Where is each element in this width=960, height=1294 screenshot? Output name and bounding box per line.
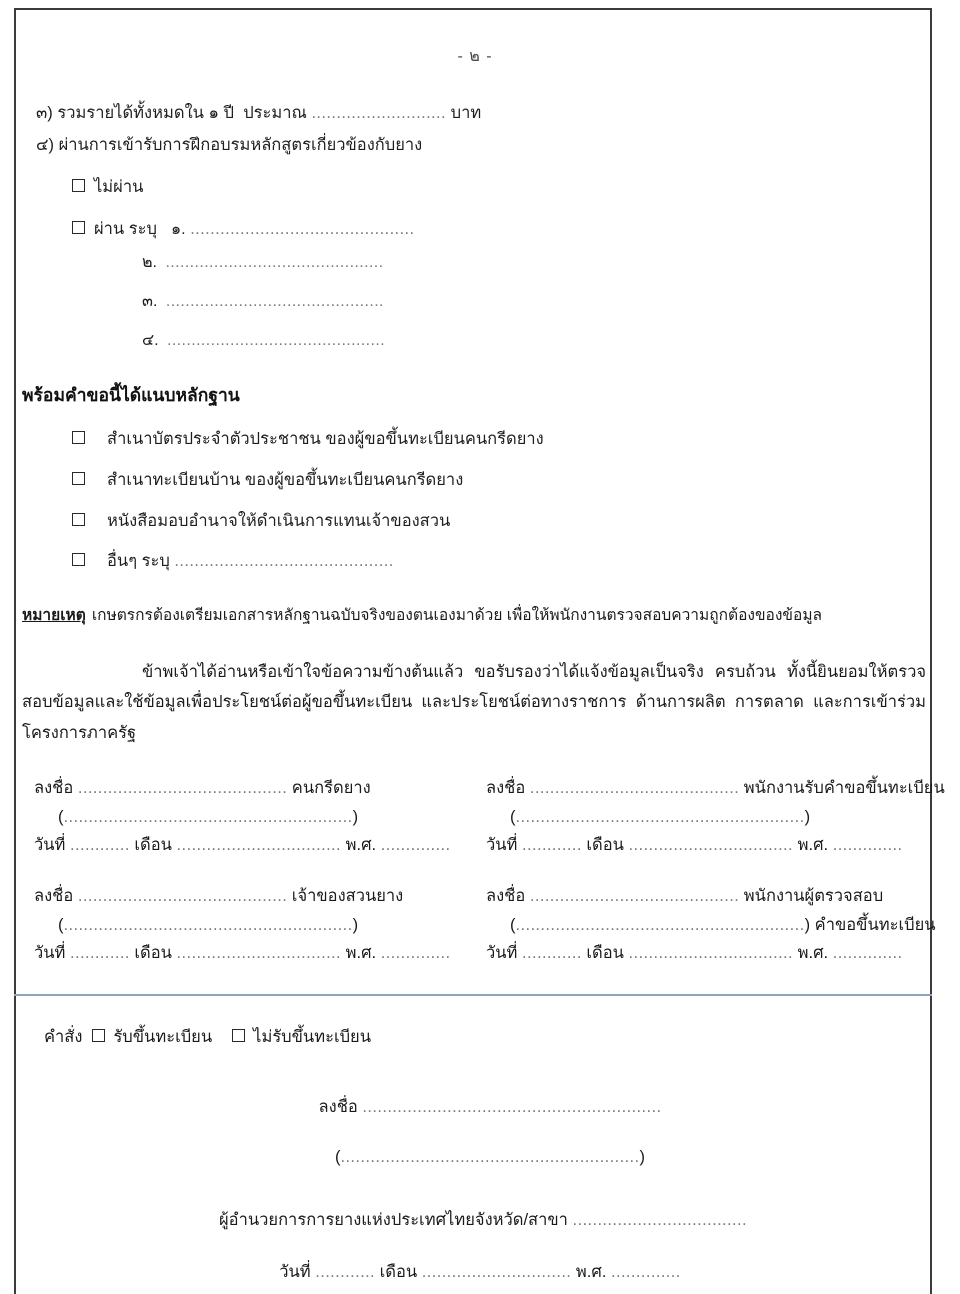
training-line-4-index: ๔.	[142, 332, 159, 350]
paren-close-owner: )	[352, 916, 359, 935]
signature-owner-line[interactable]	[34, 882, 468, 911]
training-line-3-index: ๓.	[142, 293, 158, 311]
approval-paren-close: )	[639, 1148, 646, 1167]
document-page	[14, 8, 945, 1294]
year-label-owner: พ.ศ.	[341, 944, 381, 963]
date-label-owner: วันที่	[34, 944, 71, 963]
date-dots-verifying[interactable]: ............	[522, 944, 582, 963]
attachment-id-card-label: สำเนาบัตรประจำตัวประชาชน ของผู้ขอขึ้นทะเบียนคนกรีดยาง	[107, 430, 544, 449]
item-4-label: ๔) ผ่านการเข้ารับการฝึกอบรมหลักสูตรเกี่ยวข้องกับยาง	[36, 136, 423, 155]
signature-tapper-role: คนกรีดยาง	[287, 779, 371, 798]
year-label-tapper: พ.ศ.	[341, 836, 381, 855]
approval-paren-open: (	[334, 1148, 341, 1167]
month-dots-tapper[interactable]: .................................	[176, 836, 342, 855]
signature-verifying-officer-line[interactable]	[486, 882, 945, 911]
approval-date-label: วันที่	[279, 1263, 316, 1282]
paren-open-verifying: (	[510, 916, 516, 935]
signature-receiving-officer-date-line[interactable]	[486, 831, 945, 860]
checkbox-attachment-other[interactable]	[72, 553, 85, 566]
signature-block-owner	[16, 882, 468, 968]
signature-tapper-dots[interactable]: ..........................................	[77, 779, 288, 798]
signature-tapper-name-dots[interactable]: ..........................................................	[63, 808, 353, 827]
paren-close-receiving: )	[804, 808, 811, 827]
item-3-unit: บาท	[446, 104, 482, 122]
year-dots-verifying[interactable]: ..............	[832, 944, 903, 963]
training-fail-label: ไม่ผ่าน	[94, 178, 144, 197]
paren-open-tapper: (	[58, 808, 64, 827]
approval-date-dots[interactable]: ............	[315, 1263, 376, 1282]
note-text: เกษตรกรต้องเตรียมเอกสารหลักฐานฉบับจริงของตนเองมาด้วย เพื่อให้พนักงานตรวจสอบความถูกต้องของข้อมูล	[91, 607, 823, 625]
training-line-1-dots[interactable]: .............................................	[190, 220, 415, 239]
approval-sign-label: ลงชื่อ	[318, 1098, 363, 1117]
date-label-verifying: วันที่	[486, 944, 523, 963]
approval-title-label: ผู้อำนวยการการยางแห่งประเทศไทยจังหวัด/สาขา	[219, 1211, 573, 1230]
signature-verifying-officer-suffix: คำขอขึ้นทะเบียน	[810, 916, 936, 935]
signature-block-verifying-officer	[468, 882, 945, 968]
signature-tapper-name-line[interactable]	[34, 803, 468, 831]
approval-name-line[interactable]	[16, 1148, 934, 1167]
attachment-house-registration-label: สำเนาทะเบียนบ้าน ของผู้ขอขึ้นทะเบียนคนกรีดยาง	[107, 470, 464, 489]
signature-owner-label: ลงชื่อ	[34, 887, 78, 906]
approval-date-line[interactable]	[16, 1259, 934, 1285]
month-dots-verifying[interactable]: .................................	[628, 944, 794, 963]
signature-receiving-officer-role: พนักงานรับคำขอขึ้นทะเบียน	[739, 779, 945, 798]
attachment-item-house-registration[interactable]	[72, 468, 934, 493]
signature-verifying-officer-date-line[interactable]	[486, 939, 945, 968]
signature-row-spacer-right	[468, 860, 945, 882]
signature-block-tapper	[16, 774, 468, 860]
attachment-item-power-of-attorney[interactable]	[72, 509, 934, 534]
signature-owner-name-line[interactable]	[34, 911, 468, 939]
month-label-tapper: เดือน	[129, 836, 177, 855]
training-options	[72, 175, 934, 242]
month-dots-owner[interactable]: .................................	[176, 944, 342, 963]
signature-receiving-officer-line[interactable]	[486, 774, 945, 803]
attachment-power-of-attorney-label: หนังสือมอบอำนาจให้ดำเนินการแทนเจ้าของสวน	[107, 511, 451, 530]
training-line-3-dots[interactable]: .............................................	[165, 293, 384, 311]
checkbox-training-fail[interactable]	[72, 179, 85, 192]
approval-year-dots[interactable]: ..............	[610, 1263, 681, 1282]
training-option-fail[interactable]	[72, 175, 934, 200]
training-line-4[interactable]	[142, 328, 934, 353]
checkbox-order-reject[interactable]	[232, 1029, 245, 1042]
signature-verifying-officer-name-dots[interactable]: ..........................................................	[515, 916, 805, 935]
signature-tapper-line[interactable]	[34, 774, 468, 803]
training-line-4-dots[interactable]: .............................................	[167, 332, 386, 350]
training-line-3[interactable]	[142, 289, 934, 314]
training-option-pass[interactable]	[72, 217, 934, 242]
month-label-receiving: เดือน	[581, 836, 629, 855]
signature-owner-name-dots[interactable]: ..........................................................	[63, 916, 353, 935]
approval-name-dots[interactable]: ............................................................	[340, 1148, 640, 1167]
income-training-section	[36, 97, 934, 161]
signature-owner-dots[interactable]: ..........................................	[77, 887, 288, 906]
signature-verifying-officer-role: พนักงานผู้ตรวจสอบ	[739, 887, 884, 906]
approval-sign-dots[interactable]: ............................................................	[362, 1098, 662, 1117]
year-dots-receiving[interactable]: ..............	[832, 836, 903, 855]
note-label: หมายเหตุ	[22, 607, 86, 625]
checkbox-order-accept[interactable]	[92, 1029, 105, 1042]
order-row	[44, 1024, 934, 1050]
signature-receiving-officer-name-line[interactable]	[486, 803, 945, 831]
training-line-2[interactable]	[142, 250, 934, 275]
signature-tapper-label: ลงชื่อ	[34, 779, 78, 798]
signature-verifying-officer-label: ลงชื่อ	[486, 887, 530, 906]
training-detail-lines	[142, 250, 934, 353]
paren-close-verifying: )	[804, 916, 811, 935]
section-divider	[14, 994, 932, 996]
page-number: - ๒ -	[457, 48, 493, 65]
training-line-1-index: ๑.	[171, 221, 186, 239]
month-label-owner: เดือน	[129, 944, 177, 963]
paren-close-tapper: )	[352, 808, 359, 827]
attachment-item-other[interactable]	[72, 549, 934, 574]
checkbox-attachment-house-registration[interactable]	[72, 472, 85, 485]
signature-owner-role: เจ้าของสวนยาง	[287, 887, 404, 906]
year-dots-tapper[interactable]: ..............	[380, 836, 451, 855]
date-label-receiving: วันที่	[486, 836, 523, 855]
attachment-other-dots[interactable]: ............................................	[174, 552, 394, 571]
month-dots-receiving[interactable]: .................................	[628, 836, 794, 855]
paren-open-receiving: (	[510, 808, 516, 827]
order-label: คำสั่ง	[44, 1028, 83, 1047]
document-content	[16, 10, 945, 1285]
checkbox-training-pass[interactable]	[72, 221, 85, 234]
date-dots-owner[interactable]: ............	[70, 944, 130, 963]
note-row	[22, 604, 934, 629]
year-label-receiving: พ.ศ.	[793, 836, 833, 855]
attachment-other-label: อื่นๆ ระบุ	[107, 552, 175, 571]
order-reject-label: ไม่รับขึ้นทะเบียน	[253, 1028, 372, 1047]
signature-row-spacer-left	[16, 860, 468, 882]
signature-tapper-date-line[interactable]	[34, 831, 468, 860]
approval-title-dots[interactable]: ...................................	[572, 1211, 747, 1230]
training-pass-label: ผ่าน ระบุ	[94, 220, 157, 239]
signature-receiving-officer-dots[interactable]: ..........................................	[529, 779, 740, 798]
year-dots-owner[interactable]: ..............	[380, 944, 451, 963]
attachment-item-id-card[interactable]	[72, 427, 934, 452]
approval-month-label: เดือน	[375, 1263, 422, 1282]
approval-signature-line[interactable]	[16, 1094, 934, 1120]
checkbox-attachment-power-of-attorney[interactable]	[72, 513, 85, 526]
attachments-list	[72, 427, 934, 574]
year-label-verifying: พ.ศ.	[793, 944, 833, 963]
item-3-label: ๓) รวมรายได้ทั้งหมดใน ๑ ปี ประมาณ	[36, 104, 312, 122]
checkbox-attachment-id-card[interactable]	[72, 431, 85, 444]
signature-receiving-officer-label: ลงชื่อ	[486, 779, 530, 798]
training-line-2-index: ๒.	[142, 254, 157, 272]
paren-open-owner: (	[58, 916, 64, 935]
declaration-paragraph	[22, 657, 926, 749]
attachments-heading: พร้อมคำขอนี้ได้แนบหลักฐาน	[22, 385, 240, 406]
date-dots-receiving[interactable]: ............	[522, 836, 582, 855]
date-dots-tapper[interactable]: ............	[70, 836, 130, 855]
signature-grid	[16, 774, 945, 968]
item-3-dots[interactable]: ...........................	[311, 104, 447, 122]
date-label-tapper: วันที่	[34, 836, 71, 855]
item-3-row	[36, 97, 934, 129]
approval-month-dots[interactable]: ..............................	[421, 1263, 572, 1282]
signature-block-receiving-officer	[468, 774, 945, 860]
signature-verifying-officer-name-line[interactable]	[486, 911, 945, 939]
order-accept-label: รับขึ้นทะเบียน	[113, 1028, 213, 1047]
signature-owner-date-line[interactable]	[34, 939, 468, 968]
signature-verifying-officer-dots[interactable]: ..........................................	[529, 887, 740, 906]
approval-title-line[interactable]	[16, 1207, 934, 1233]
approval-block	[16, 1094, 934, 1285]
training-line-2-dots[interactable]: .............................................	[165, 254, 384, 272]
declaration-text: ข้าพเจ้าได้อ่านหรือเข้าใจข้อความข้างต้นแล้ว ขอรับรองว่าได้แจ้งข้อมูลเป็นจริง ครบถ้วน ทั้งนี้ยินยอมให้ตรวจสอบข้อมูลและใช้ข้อมูลเพื่อประโยชน์ต่อผู้ขอขึ้นทะเบียน และประโยชน์ต่อทางราชการ ด้านการผลิต การตลาด และการเข้าร่วมโครงการภาครัฐ	[22, 662, 926, 742]
month-label-verifying: เดือน	[581, 944, 629, 963]
signature-receiving-officer-name-dots[interactable]: ..........................................................	[515, 808, 805, 827]
approval-year-label: พ.ศ.	[571, 1263, 611, 1282]
